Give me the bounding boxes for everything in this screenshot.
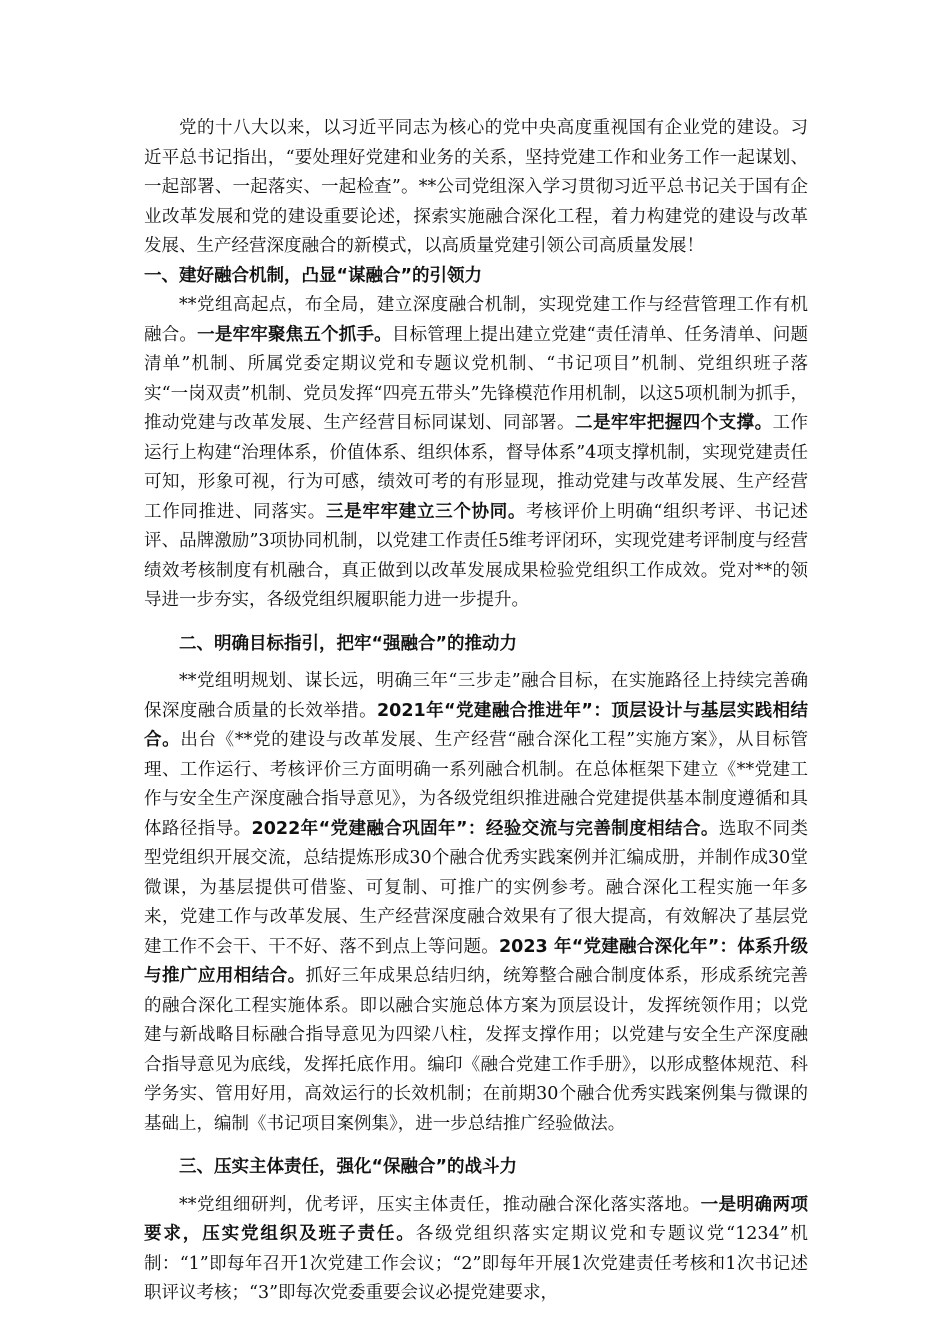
section-2-heading: 二、明确目标指引，把牢“强融合”的推动力 — [179, 633, 518, 654]
section-2-text-3: 选取不同类型党组织开展交流，总结提炼形成30个融合优秀实践案例并汇编成册，并制作成30堂微课，为基层提供可借鉴、可复制、可推广的实例参考。融合深化工程实施一年多来，党建工作与改革发展、生产经营深度融合效果有了很大提高，有效解决了基层党建工作不会干、干不好、落不到点上等问题。 — [144, 818, 809, 957]
document-page — [144, 114, 808, 1309]
section-3-point-1: 一是明确两项要求，压实党组织及班子责任。 — [144, 1194, 809, 1244]
section-2-point-1: 2021年“党建融合推进年”：顶层设计与基层实践相结合。 — [144, 700, 808, 750]
section-3-heading: 三、压实主体责任，强化“保融合”的战斗力 — [179, 1157, 518, 1177]
section-2-paragraph — [144, 667, 808, 1139]
section-1-point-3: 三是牢牢建立三个协同。 — [325, 501, 527, 522]
section-3-paragraph — [144, 1191, 808, 1309]
section-2-text-4: 抓好三年成果总结归纳，统筹整合融合制度体系，形成系统完善的融合深化工程实施体系。即以融合实施总体方案为顶层设计，发挥统领作用；以党建与新战略目标融合指导意见为四梁八柱，发挥支撑作用；以党建与安全生产深度融合指导意见为底线，发挥托底作用。编印《融合党建工作手册》，以形成整体规范、科学务实、管用好用，高效运行的长效机制；在前期30个融合优秀实践案例集与微课的基础上，编制《书记项目案例集》，进一步总结推广经验做法。 — [144, 966, 808, 1134]
section-2-text-2: 出台《**党的建设与改革发展、生产经营“融合深化工程”实施方案》，从目标管理、工作运行、考核评价三方面明确一系列融合机制。在总体框架下建立《**党建工作与安全生产深度融合指导意见》，为各级党组织推进融合党建提供基本制度遵循和具体路径指导。 — [144, 730, 808, 839]
section-1-heading: 一、建好融合机制，凸显“谋融合”的引领力 — [144, 265, 483, 286]
section-1-paragraph — [144, 291, 808, 616]
section-1-text-1: **党组高起点，布全局，建立深度融合机制，实现党建工作与经营管理工作有机融合。 — [144, 295, 808, 345]
section-3-text-1: **党组细研判，优考评，压实主体责任，推动融合深化落实落地。 — [179, 1194, 701, 1215]
section-3-text-2: 各级党组织落实定期议党和专题议党“1234”机制：“1”即每年召开1次党建工作会议；“2”即每年开展1次党建责任考核和1次书记述职评议考核；“3”即每次党委重要会议必提党建要求， — [144, 1224, 809, 1303]
section-1-text-2: 目标管理上提出建立党建“责任清单、任务清单、问题清单”机制、所属党委定期议党和专题议党机制、“书记项目”机制、党组织班子落实“一岗双责”机制、党员发挥“四亮五带头”先锋模范作用机制，以这5项机制为抓手，推动党建与改革发展、生产经营目标同谋划、同部署。 — [144, 324, 809, 433]
section-1-point-2: 二是牢牢把握四个支撑。 — [575, 413, 773, 433]
section-1-text-4: 考核评价上明确“组织考评、书记述评、品牌激励”3项协同机制，以党建工作责任5维考评闭环，实现党建考评制度与经营绩效考核制度有机融合，真正做到以改革发展成果检验党组织工作成效。党对**的领导进一步夯实，各级党组织履职能力进一步提升。 — [144, 501, 809, 610]
section-1-text-3: 工作运行上构建“治理体系，价值体系、组织体系，督导体系”4项支撑机制，实现党建责任可知，形象可视，行为可感，绩效可考的有形显现，推动党建与改革发展、生产经营工作同推进、同落实。 — [144, 413, 809, 522]
section-1-point-1: 一是牢牢聚焦五个抓手。 — [197, 324, 392, 345]
section-2-point-2: 2022年“党建融合巩固年”：经验交流与完善制度相结合。 — [251, 818, 719, 839]
intro-paragraph: 党的十八大以来，以习近平同志为核心的党中央高度重视国有企业党的建设。习近平总书记指出，“要处理好党建和业务的关系，坚持党建工作和业务工作一起谋划、一起部署、一起落实、一起检查”。**公司党组深入学习贯彻习近平总书记关于国有企业改革发展和党的建设重要论述，探索实施融合深化工程，着力构建党的建设与改革发展、生产经营深度融合的新模式，以高质量党建引领公司高质量发展！ — [144, 118, 808, 256]
section-2-text-1: **党组明规划、谋长远，明确三年“三步走”融合目标，在实施路径上持续完善确保深度融合质量的长效举措。 — [144, 671, 808, 721]
section-2-point-3: 2023 年“党建融合深化年”：体系升级与推广应用相结合。 — [144, 936, 808, 986]
